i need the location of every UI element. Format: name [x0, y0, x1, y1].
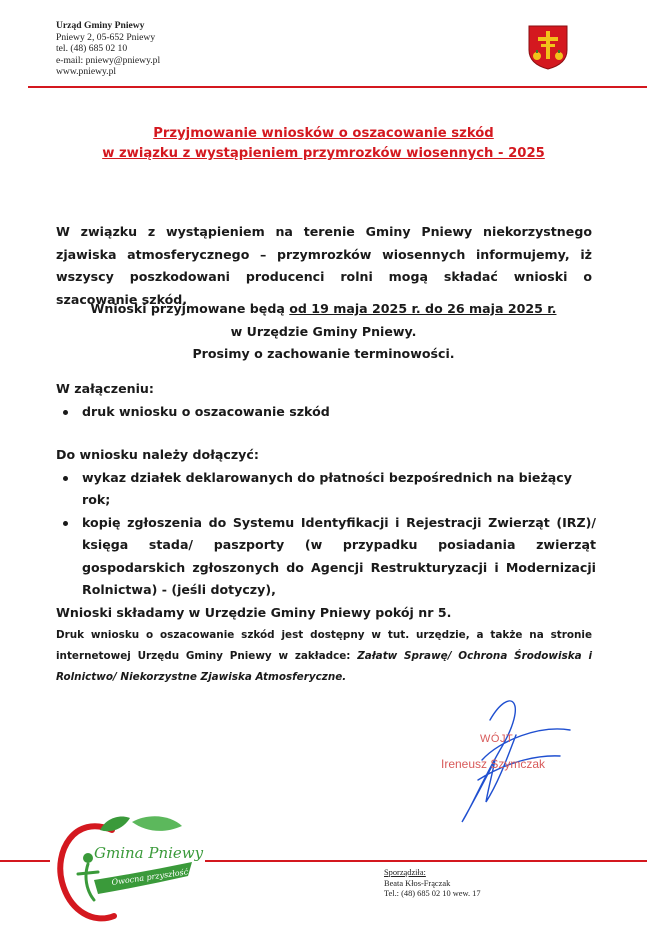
bullet-icon: [63, 521, 68, 526]
bullet-icon: [63, 476, 68, 481]
prepared-by-label: Sporządziła:: [384, 868, 426, 877]
header-divider: [28, 86, 647, 88]
attachment-heading: W załączeniu:: [56, 381, 154, 396]
logo-name: Gmina Pniewy: [94, 844, 204, 862]
stamp-title: WÓJT: [480, 733, 514, 745]
dates-line: [0, 298, 647, 321]
office-address: Pniewy 2, 05-652 Pniewy: [56, 31, 156, 43]
prepared-by-phone: Tel.: (48) 685 02 10 wew. 17: [384, 889, 481, 899]
attachment-item: druk wniosku o oszacowanie szkód: [82, 403, 330, 419]
office-phone: tel. (48) 685 02 10: [56, 43, 128, 55]
footer-divider-right: [205, 860, 647, 862]
footer-divider-left: [0, 860, 50, 862]
prepared-by-author: Beata Kłos-Frączak: [384, 878, 451, 888]
letterhead: [56, 20, 160, 78]
list-item: [56, 467, 596, 512]
intro-paragraph: W związku z wystąpieniem na terenie Gminy Pniewy niekorzystnego zjawiska atmosferycznego – przymrozków wiosennych informujemy, iż wszyscy poszkodowani producenci rolni mogą składać wnioski o szacowanie szkód.: [56, 224, 592, 307]
list-item: [56, 512, 596, 602]
prepared-by-block: [384, 868, 481, 900]
requirement-item-2: kopię zgłoszenia do Systemu Identyfikacji i Rejestracji Zwierząt (IRZ)/ księga stada/ paszporty (w przypadku posiadania zwierząt gospodarskich zgłoszonych do Agencji Restrukturyzacji i Modernizacji Rolnictwa) - (jeśli dotyczy),: [82, 514, 596, 597]
coat-of-arms-icon: [527, 24, 569, 70]
requirements-closing: Wnioski składamy w Urzędzie Gminy Pniewy pokój nr 5.: [56, 604, 452, 620]
office-email: e-mail: pniewy@pniewy.pl: [56, 54, 161, 66]
stamp-name: Ireneusz Szymczak: [441, 757, 546, 771]
office-name: Urząd Gminy Pniewy: [56, 20, 145, 31]
dates-request: Prosimy o zachowanie terminowości.: [192, 346, 455, 361]
attachment-section: [56, 378, 596, 423]
dates-block: [0, 298, 647, 366]
gmina-logo-icon: [54, 812, 210, 924]
requirement-item-1: wykaz działek deklarowanych do płatności bezpośrednich na bieżący rok;: [82, 469, 572, 507]
title-line-1: Przyjmowanie wniosków o oszacowanie szkód: [153, 126, 494, 141]
list-item: [56, 401, 596, 424]
availability-note: [56, 625, 592, 688]
dates-range: od 19 maja 2025 r. do 26 maja 2025 r.: [289, 301, 557, 316]
bullet-icon: [63, 410, 68, 415]
dates-place: w Urzędzie Gminy Pniewy.: [230, 323, 417, 339]
logo-tagline: Owocna przyszłość: [111, 867, 189, 887]
title-line-2: w związku z wystąpieniem przymrozków wiosennych - 2025: [102, 146, 545, 161]
document-title: [0, 124, 647, 164]
note-path: Załatw Sprawę/ Ochrona Środowiska i Rolnictwo/ Niekorzystne Zjawiska Atmosferyczne.: [56, 650, 593, 683]
requirements-section: [56, 444, 596, 624]
requirements-heading: Do wniosku należy dołączyć:: [56, 447, 259, 462]
dates-prefix: Wnioski przyjmowane będą: [90, 301, 290, 316]
note-text: Druk wniosku o oszacowanie szkód jest dostępny w tut. urzędzie, a także na stronie internetowej Urzędu Gminy Pniewy w zakładce:: [56, 629, 592, 662]
office-website: www.pniewy.pl: [56, 66, 117, 78]
